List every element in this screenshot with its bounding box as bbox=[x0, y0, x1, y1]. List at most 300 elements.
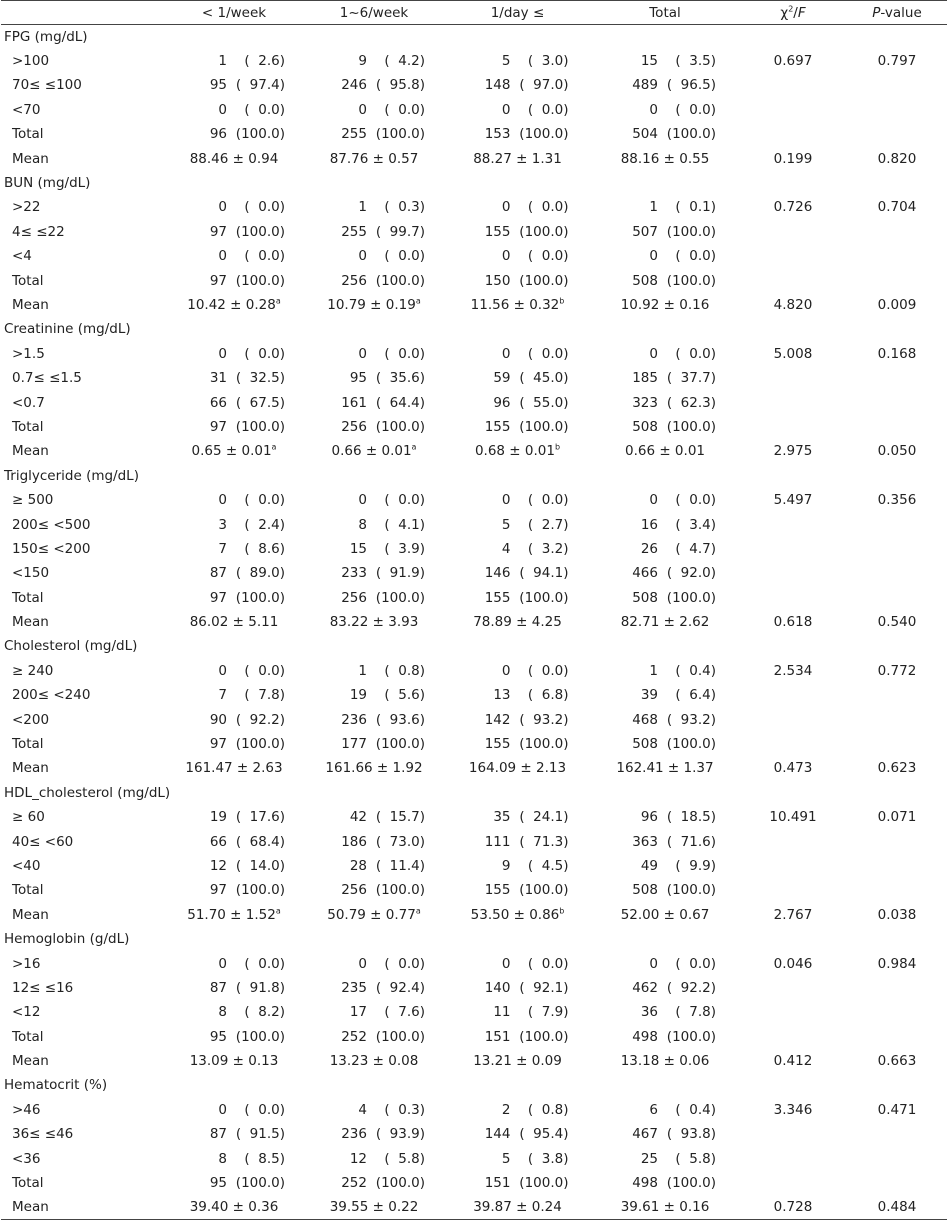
percent-value: ( 0.0) bbox=[380, 248, 425, 265]
mean-value-cell bbox=[444, 439, 591, 463]
row-label: 4≤ ≤22 bbox=[12, 223, 65, 240]
count-value: 235 bbox=[341, 979, 367, 996]
mean-value: 39.55 ± 0.22 bbox=[329, 1199, 419, 1216]
count-value: 0 bbox=[358, 101, 367, 118]
percent-value: ( 93.2) bbox=[515, 711, 569, 728]
percent-value: ( 97.0) bbox=[515, 77, 569, 94]
table-row bbox=[1, 878, 947, 902]
empty-cell bbox=[739, 25, 847, 49]
count-value: 256 bbox=[341, 882, 367, 899]
header-label-col bbox=[1, 1, 164, 25]
table-row bbox=[1, 732, 947, 756]
percent-value: (100.0) bbox=[662, 882, 716, 899]
percent-value: ( 0.0) bbox=[523, 345, 569, 362]
empty-cell bbox=[591, 1073, 739, 1097]
count-percent-cell bbox=[444, 732, 591, 756]
count-value: 26 bbox=[640, 540, 658, 557]
count-value: 155 bbox=[484, 882, 511, 899]
count-percent-cell bbox=[304, 220, 444, 244]
chi-f-value: 0.473 bbox=[773, 760, 813, 777]
count-value: 5 bbox=[501, 516, 511, 533]
count-value: 0 bbox=[649, 345, 658, 362]
mean-value-cell bbox=[591, 1049, 739, 1073]
group-title-row bbox=[1, 25, 947, 49]
mean-value-cell bbox=[444, 1195, 591, 1219]
percent-value: (100.0) bbox=[231, 272, 285, 289]
row-label: 70≤ ≤100 bbox=[12, 77, 82, 94]
chi-symbol: χ bbox=[780, 4, 789, 21]
count-value: 144 bbox=[484, 1126, 511, 1143]
count-value: 8 bbox=[218, 1150, 227, 1167]
mean-value-cell bbox=[304, 610, 444, 634]
count-value: 25 bbox=[640, 1150, 658, 1167]
count-percent-cell bbox=[591, 415, 739, 439]
count-value: 255 bbox=[341, 223, 367, 240]
empty-cell bbox=[164, 634, 304, 658]
chi-f-value bbox=[739, 976, 847, 1000]
f-symbol: F bbox=[797, 4, 806, 21]
mean-value: 0.66 ± 0.01 bbox=[624, 443, 705, 460]
table-row bbox=[1, 268, 947, 292]
table-row bbox=[1, 561, 947, 585]
mean-value: 39.61 ± 0.16 bbox=[620, 1199, 710, 1216]
chi-f-value bbox=[739, 1000, 847, 1024]
count-value: 0 bbox=[501, 955, 511, 972]
count-percent-cell bbox=[591, 1171, 739, 1195]
count-percent-cell bbox=[444, 366, 591, 390]
row-label: 200≤ <500 bbox=[12, 516, 91, 533]
count-percent-cell bbox=[444, 707, 591, 731]
mean-row bbox=[1, 439, 947, 463]
count-percent-cell bbox=[304, 1025, 444, 1049]
percent-value: ( 0.0) bbox=[380, 345, 425, 362]
percent-value: (100.0) bbox=[371, 736, 425, 753]
chi-f-value bbox=[739, 415, 847, 439]
empty-cell bbox=[444, 464, 591, 488]
empty-cell bbox=[304, 25, 444, 49]
count-percent-cell bbox=[591, 659, 739, 683]
mean-value: 50.79 ± 0.77 bbox=[327, 906, 416, 923]
empty-cell bbox=[847, 1073, 947, 1097]
table-row bbox=[1, 707, 947, 731]
percent-value: ( 4.1) bbox=[380, 516, 425, 533]
table-row bbox=[1, 488, 947, 512]
header-col-daily: 1/day ≤ bbox=[444, 1, 591, 25]
mean-label: Mean bbox=[12, 760, 49, 777]
mean-value: 161.47 ± 2.63 bbox=[185, 760, 283, 777]
percent-value: ( 0.0) bbox=[240, 955, 285, 972]
count-percent-cell bbox=[444, 98, 591, 122]
count-value: 489 bbox=[632, 77, 658, 94]
percent-value: ( 0.8) bbox=[380, 662, 425, 679]
p-value: 0.071 bbox=[877, 809, 917, 826]
chi-f-value bbox=[739, 732, 847, 756]
group-title: Triglyceride (mg/dL) bbox=[4, 467, 139, 484]
chi-f-value bbox=[739, 73, 847, 97]
count-value: 185 bbox=[632, 370, 658, 387]
p-value bbox=[847, 854, 947, 878]
percent-value: ( 0.0) bbox=[240, 1101, 285, 1118]
chi-f-value bbox=[739, 854, 847, 878]
group-title: BUN (mg/dL) bbox=[4, 175, 91, 192]
empty-cell bbox=[304, 781, 444, 805]
p-value bbox=[847, 829, 947, 853]
chi-f-value: 0.199 bbox=[773, 150, 813, 167]
empty-cell bbox=[444, 1073, 591, 1097]
count-percent-cell bbox=[444, 537, 591, 561]
mean-value-cell bbox=[164, 610, 304, 634]
count-value: 95 bbox=[209, 1175, 227, 1192]
table-row bbox=[1, 976, 947, 1000]
table-row bbox=[1, 73, 947, 97]
count-value: 97 bbox=[209, 736, 227, 753]
percent-value: ( 64.4) bbox=[371, 394, 425, 411]
count-value: 0 bbox=[501, 199, 511, 216]
percent-value: (100.0) bbox=[662, 126, 716, 143]
mean-value-cell bbox=[304, 1195, 444, 1219]
count-value: 9 bbox=[501, 857, 511, 874]
p-value: 0.623 bbox=[877, 760, 917, 777]
p-value: 0.984 bbox=[877, 955, 917, 972]
mean-value-cell bbox=[164, 293, 304, 317]
table-row bbox=[1, 1122, 947, 1146]
count-value: 142 bbox=[484, 711, 511, 728]
count-value: 1 bbox=[649, 662, 658, 679]
row-label: 150≤ <200 bbox=[12, 540, 91, 557]
mean-value: 78.89 ± 4.25 bbox=[473, 614, 562, 631]
count-value: 0 bbox=[218, 1101, 227, 1118]
mean-value: 86.02 ± 5.11 bbox=[189, 614, 279, 631]
percent-value: ( 3.9) bbox=[380, 540, 425, 557]
p-value bbox=[847, 415, 947, 439]
p-value bbox=[847, 1122, 947, 1146]
p-value: 0.050 bbox=[877, 443, 917, 460]
empty-cell bbox=[444, 25, 591, 49]
percent-value: ( 0.0) bbox=[523, 199, 569, 216]
count-percent-cell bbox=[164, 878, 304, 902]
chi-f-value bbox=[739, 1146, 847, 1170]
chi-f-value bbox=[739, 878, 847, 902]
mean-value: 87.76 ± 0.57 bbox=[329, 150, 419, 167]
mean-label: Mean bbox=[12, 296, 49, 313]
mean-value: 164.09 ± 2.13 bbox=[468, 760, 567, 777]
row-label: Total bbox=[12, 736, 44, 753]
percent-value: ( 93.2) bbox=[662, 711, 716, 728]
mean-value: 0.66 ± 0.01 bbox=[331, 443, 412, 460]
chi-f-value: 2.975 bbox=[773, 443, 813, 460]
count-percent-cell bbox=[304, 122, 444, 146]
p-value: 0.009 bbox=[877, 296, 917, 313]
count-value: 155 bbox=[484, 736, 511, 753]
count-value: 177 bbox=[341, 736, 367, 753]
empty-cell bbox=[444, 781, 591, 805]
count-percent-cell bbox=[444, 73, 591, 97]
chi-f-value bbox=[739, 366, 847, 390]
group-title: Cholesterol (mg/dL) bbox=[4, 638, 138, 655]
percent-value: ( 37.7) bbox=[662, 370, 716, 387]
count-percent-cell bbox=[304, 488, 444, 512]
empty-cell bbox=[444, 171, 591, 195]
count-value: 90 bbox=[209, 711, 227, 728]
table-row bbox=[1, 805, 947, 829]
empty-cell bbox=[164, 1073, 304, 1097]
chi-f-value bbox=[739, 537, 847, 561]
percent-value: (100.0) bbox=[515, 589, 569, 606]
count-percent-cell bbox=[164, 220, 304, 244]
significance-superscript: a bbox=[415, 906, 421, 916]
mean-value: 52.00 ± 0.67 bbox=[620, 906, 710, 923]
percent-value: ( 9.9) bbox=[671, 857, 716, 874]
count-percent-cell bbox=[444, 1025, 591, 1049]
count-value: 0 bbox=[358, 345, 367, 362]
mean-value: 10.42 ± 0.28 bbox=[187, 296, 276, 313]
count-percent-cell bbox=[444, 268, 591, 292]
percent-value: ( 3.5) bbox=[671, 53, 716, 70]
count-percent-cell bbox=[591, 732, 739, 756]
chi-f-value: 10.491 bbox=[769, 809, 817, 826]
count-percent-cell bbox=[444, 829, 591, 853]
percent-value: ( 0.0) bbox=[240, 199, 285, 216]
mean-value: 0.65 ± 0.01 bbox=[191, 443, 272, 460]
row-label: >46 bbox=[12, 1101, 41, 1118]
count-value: 36 bbox=[640, 1004, 658, 1021]
percent-value: (100.0) bbox=[662, 1175, 716, 1192]
percent-value: (100.0) bbox=[231, 589, 285, 606]
count-percent-cell bbox=[164, 805, 304, 829]
percent-value: (100.0) bbox=[371, 1028, 425, 1045]
percent-value: (100.0) bbox=[371, 272, 425, 289]
count-percent-cell bbox=[591, 1146, 739, 1170]
empty-cell bbox=[739, 171, 847, 195]
table-row bbox=[1, 195, 947, 219]
count-percent-cell bbox=[164, 683, 304, 707]
percent-value: ( 0.0) bbox=[240, 662, 285, 679]
count-percent-cell bbox=[591, 854, 739, 878]
count-percent-cell bbox=[164, 268, 304, 292]
count-value: 0 bbox=[649, 492, 658, 509]
mean-value-cell bbox=[591, 146, 739, 170]
percent-value: ( 7.6) bbox=[380, 1004, 425, 1021]
table-row bbox=[1, 49, 947, 73]
count-value: 153 bbox=[484, 126, 511, 143]
percent-value: ( 91.8) bbox=[231, 979, 285, 996]
p-value-tail: -value bbox=[880, 4, 922, 21]
percent-value: ( 17.6) bbox=[231, 809, 285, 826]
table-header bbox=[1, 1, 947, 25]
count-value: 498 bbox=[632, 1028, 658, 1045]
count-percent-cell bbox=[304, 512, 444, 536]
table-row bbox=[1, 244, 947, 268]
header-col-weekly: 1~6/week bbox=[304, 1, 444, 25]
count-value: 1 bbox=[218, 53, 227, 70]
count-value: 0 bbox=[501, 248, 511, 265]
count-percent-cell bbox=[591, 537, 739, 561]
count-percent-cell bbox=[444, 49, 591, 73]
row-label: 40≤ <60 bbox=[12, 833, 74, 850]
empty-cell bbox=[164, 171, 304, 195]
mean-value-cell bbox=[591, 439, 739, 463]
percent-value: ( 96.5) bbox=[662, 77, 716, 94]
empty-cell bbox=[304, 317, 444, 341]
mean-value: 13.09 ± 0.13 bbox=[189, 1053, 279, 1070]
chi-f-value bbox=[739, 390, 847, 414]
percent-value: ( 71.6) bbox=[662, 833, 716, 850]
percent-value: ( 93.9) bbox=[371, 1126, 425, 1143]
count-percent-cell bbox=[304, 878, 444, 902]
percent-value: ( 89.0) bbox=[231, 565, 285, 582]
count-percent-cell bbox=[304, 1122, 444, 1146]
count-percent-cell bbox=[591, 73, 739, 97]
p-symbol: P bbox=[872, 4, 881, 21]
percent-value: ( 24.1) bbox=[515, 809, 569, 826]
count-value: 95 bbox=[349, 370, 367, 387]
mean-value: 161.66 ± 1.92 bbox=[325, 760, 423, 777]
row-label: >1.5 bbox=[12, 345, 45, 362]
p-value bbox=[847, 732, 947, 756]
percent-value: (100.0) bbox=[231, 882, 285, 899]
count-value: 87 bbox=[209, 979, 227, 996]
empty-cell bbox=[591, 634, 739, 658]
count-value: 252 bbox=[341, 1028, 367, 1045]
percent-value: ( 0.0) bbox=[380, 101, 425, 118]
percent-value: (100.0) bbox=[515, 1028, 569, 1045]
chi-f-value bbox=[739, 244, 847, 268]
count-value: 2 bbox=[501, 1101, 511, 1118]
percent-value: (100.0) bbox=[662, 1028, 716, 1045]
count-value: 4 bbox=[358, 1101, 367, 1118]
table-row bbox=[1, 1025, 947, 1049]
group-title-row bbox=[1, 171, 947, 195]
count-value: 161 bbox=[341, 394, 367, 411]
percent-value: ( 5.8) bbox=[380, 1150, 425, 1167]
row-label: 36≤ ≤46 bbox=[12, 1126, 74, 1143]
p-value bbox=[847, 585, 947, 609]
mean-label: Mean bbox=[12, 443, 49, 460]
count-value: 466 bbox=[632, 565, 658, 582]
count-percent-cell bbox=[444, 683, 591, 707]
count-percent-cell bbox=[444, 1000, 591, 1024]
count-value: 97 bbox=[209, 882, 227, 899]
row-label: >22 bbox=[12, 199, 41, 216]
group-title-row bbox=[1, 464, 947, 488]
count-percent-cell bbox=[164, 659, 304, 683]
header-row bbox=[1, 1, 947, 25]
count-value: 151 bbox=[484, 1028, 511, 1045]
count-value: 508 bbox=[632, 589, 658, 606]
percent-value: ( 0.0) bbox=[671, 492, 716, 509]
row-label: 12≤ ≤16 bbox=[12, 979, 74, 996]
count-value: 28 bbox=[349, 857, 367, 874]
percent-value: (100.0) bbox=[231, 223, 285, 240]
percent-value: ( 0.0) bbox=[240, 492, 285, 509]
percent-value: ( 95.8) bbox=[371, 77, 425, 94]
row-label: ≥ 240 bbox=[12, 662, 54, 679]
count-percent-cell bbox=[304, 1000, 444, 1024]
count-value: 0 bbox=[218, 248, 227, 265]
count-value: 66 bbox=[209, 394, 227, 411]
row-label: <40 bbox=[12, 857, 41, 874]
count-percent-cell bbox=[164, 1000, 304, 1024]
count-value: 155 bbox=[484, 223, 511, 240]
count-value: 111 bbox=[484, 833, 511, 850]
count-value: 155 bbox=[484, 589, 511, 606]
table-row bbox=[1, 585, 947, 609]
p-value: 0.356 bbox=[877, 492, 917, 509]
percent-value: ( 14.0) bbox=[231, 857, 285, 874]
table-row bbox=[1, 390, 947, 414]
percent-value: ( 2.7) bbox=[523, 516, 569, 533]
percent-value: ( 4.5) bbox=[523, 857, 569, 874]
count-percent-cell bbox=[304, 244, 444, 268]
count-value: 0 bbox=[501, 492, 511, 509]
count-value: 16 bbox=[640, 516, 658, 533]
count-value: 19 bbox=[209, 809, 227, 826]
empty-cell bbox=[164, 464, 304, 488]
count-value: 0 bbox=[358, 955, 367, 972]
group-title-row bbox=[1, 927, 947, 951]
p-value bbox=[847, 976, 947, 1000]
count-value: 49 bbox=[640, 857, 658, 874]
count-percent-cell bbox=[444, 122, 591, 146]
count-percent-cell bbox=[591, 805, 739, 829]
count-percent-cell bbox=[304, 1171, 444, 1195]
percent-value: (100.0) bbox=[662, 418, 716, 435]
count-value: 256 bbox=[341, 272, 367, 289]
mean-value-cell bbox=[304, 146, 444, 170]
count-percent-cell bbox=[304, 366, 444, 390]
count-percent-cell bbox=[444, 1098, 591, 1122]
count-value: 7 bbox=[218, 687, 227, 704]
percent-value: (100.0) bbox=[515, 272, 569, 289]
percent-value: ( 0.0) bbox=[523, 248, 569, 265]
header-col-chi-f bbox=[739, 1, 847, 25]
mean-value-cell bbox=[164, 903, 304, 927]
chi-f-value bbox=[739, 1171, 847, 1195]
percent-value: ( 7.8) bbox=[671, 1004, 716, 1021]
significance-superscript: b bbox=[559, 906, 565, 916]
count-percent-cell bbox=[444, 342, 591, 366]
empty-cell bbox=[164, 25, 304, 49]
percent-value: ( 3.4) bbox=[671, 516, 716, 533]
percent-value: ( 62.3) bbox=[662, 394, 716, 411]
empty-cell bbox=[847, 634, 947, 658]
chi-f-value: 0.726 bbox=[773, 199, 813, 216]
p-value bbox=[847, 878, 947, 902]
count-value: 508 bbox=[632, 418, 658, 435]
count-percent-cell bbox=[164, 366, 304, 390]
mean-value-cell bbox=[164, 756, 304, 780]
count-value: 246 bbox=[341, 77, 367, 94]
percent-value: ( 92.4) bbox=[371, 979, 425, 996]
percent-value: (100.0) bbox=[515, 418, 569, 435]
percent-value: ( 3.0) bbox=[523, 53, 569, 70]
count-value: 96 bbox=[209, 126, 227, 143]
count-value: 0 bbox=[218, 101, 227, 118]
p-value: 0.704 bbox=[877, 199, 917, 216]
p-value: 0.797 bbox=[877, 53, 917, 70]
count-percent-cell bbox=[304, 976, 444, 1000]
count-percent-cell bbox=[164, 1025, 304, 1049]
count-percent-cell bbox=[444, 585, 591, 609]
count-percent-cell bbox=[304, 659, 444, 683]
count-percent-cell bbox=[304, 805, 444, 829]
count-percent-cell bbox=[164, 415, 304, 439]
group-title: Hematocrit (%) bbox=[4, 1077, 108, 1094]
count-value: 462 bbox=[632, 979, 658, 996]
mean-value-cell bbox=[591, 756, 739, 780]
p-value bbox=[847, 1146, 947, 1170]
count-percent-cell bbox=[444, 220, 591, 244]
